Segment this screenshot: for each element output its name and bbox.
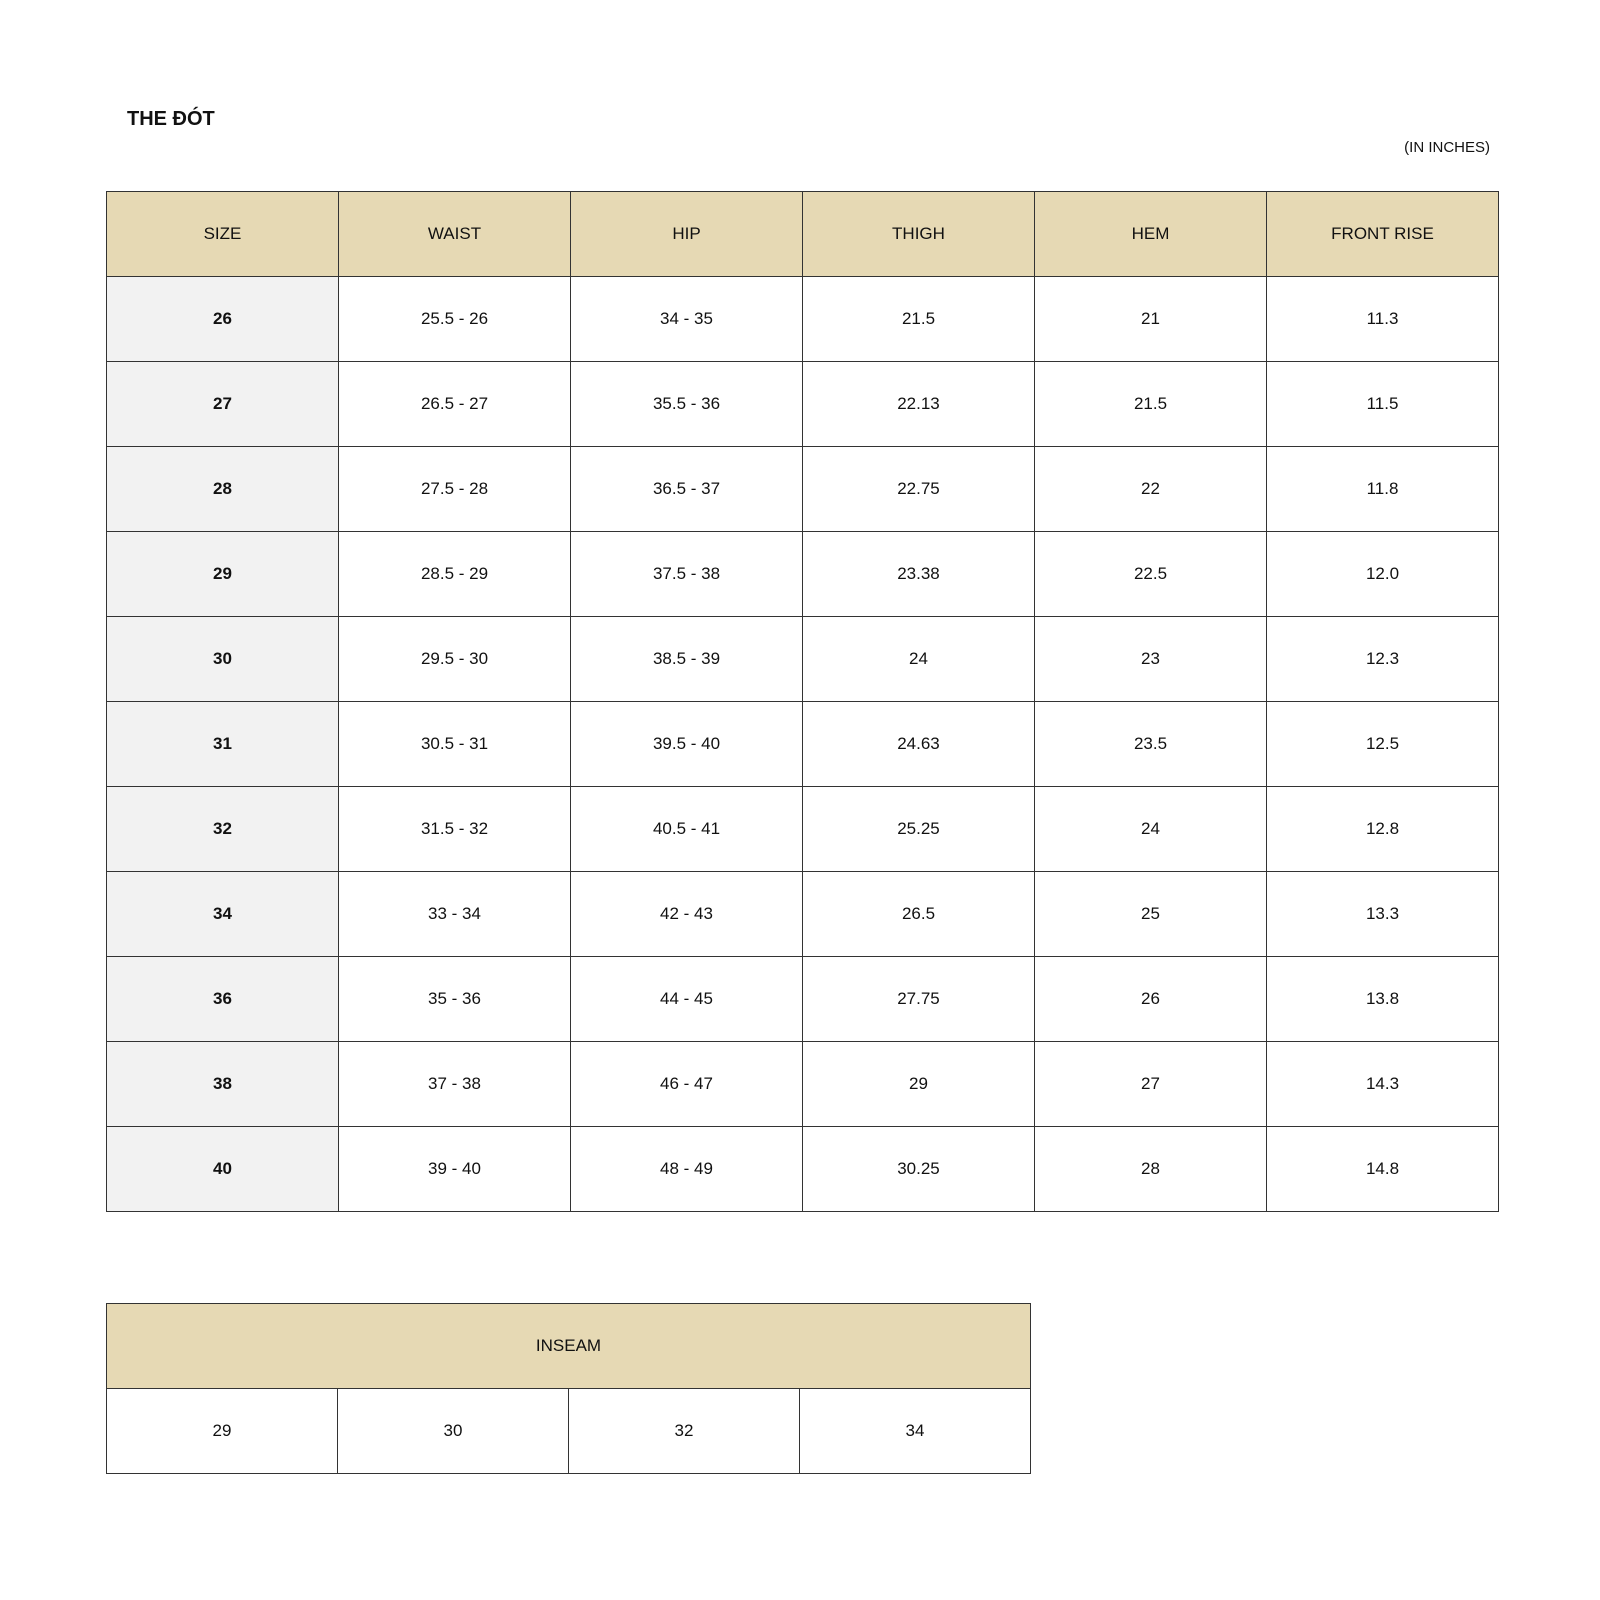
table-cell: 39 - 40: [339, 1127, 571, 1212]
column-header-front-rise: FRONT RISE: [1267, 192, 1499, 277]
column-header-size: SIZE: [107, 192, 339, 277]
table-row: [107, 617, 1499, 702]
table-cell: 24: [1035, 787, 1267, 872]
table-cell: 21.5: [1035, 362, 1267, 447]
table-row: [107, 957, 1499, 1042]
table-row: [107, 702, 1499, 787]
column-header-waist: WAIST: [339, 192, 571, 277]
table-cell: 28: [1035, 1127, 1267, 1212]
table-cell: 11.8: [1267, 447, 1499, 532]
table-cell: 25.25: [803, 787, 1035, 872]
table-cell: 30.25: [803, 1127, 1035, 1212]
table-cell: 28.5 - 29: [339, 532, 571, 617]
table-cell: 38.5 - 39: [571, 617, 803, 702]
table-cell: 22.75: [803, 447, 1035, 532]
column-header-hem: HEM: [1035, 192, 1267, 277]
table-cell: 23: [1035, 617, 1267, 702]
size-cell: 28: [107, 447, 339, 532]
header-row: [107, 192, 1499, 277]
table-cell: 11.3: [1267, 277, 1499, 362]
inseam-table: [106, 1303, 1031, 1474]
table-cell: 33 - 34: [339, 872, 571, 957]
size-cell: 26: [107, 277, 339, 362]
table-cell: 13.8: [1267, 957, 1499, 1042]
table-cell: 39.5 - 40: [571, 702, 803, 787]
table-cell: 12.0: [1267, 532, 1499, 617]
table-cell: 21: [1035, 277, 1267, 362]
table-cell: 42 - 43: [571, 872, 803, 957]
table-cell: 27.75: [803, 957, 1035, 1042]
table-cell: 22.5: [1035, 532, 1267, 617]
table-cell: 21.5: [803, 277, 1035, 362]
table-row: [107, 787, 1499, 872]
table-cell: 26.5 - 27: [339, 362, 571, 447]
table-cell: 25.5 - 26: [339, 277, 571, 362]
table-cell: 44 - 45: [571, 957, 803, 1042]
size-cell: 32: [107, 787, 339, 872]
inseam-cell: 32: [569, 1389, 800, 1474]
size-table: [106, 191, 1499, 1212]
table-row: [107, 1042, 1499, 1127]
table-cell: 31.5 - 32: [339, 787, 571, 872]
table-row: [107, 532, 1499, 617]
inseam-cell: 30: [338, 1389, 569, 1474]
table-cell: 13.3: [1267, 872, 1499, 957]
table-cell: 24: [803, 617, 1035, 702]
table-cell: 35 - 36: [339, 957, 571, 1042]
inseam-cell: 34: [800, 1389, 1031, 1474]
units-label: (IN INCHES): [1404, 139, 1490, 156]
size-cell: 40: [107, 1127, 339, 1212]
table-row: [107, 1127, 1499, 1212]
chart-title: THE ĐÓT: [127, 108, 215, 130]
table-cell: 30.5 - 31: [339, 702, 571, 787]
table-row: [107, 277, 1499, 362]
table-cell: 48 - 49: [571, 1127, 803, 1212]
size-cell: 38: [107, 1042, 339, 1127]
size-cell: 31: [107, 702, 339, 787]
inseam-header: INSEAM: [107, 1304, 1031, 1389]
table-row: [107, 447, 1499, 532]
column-header-thigh: THIGH: [803, 192, 1035, 277]
size-cell: 30: [107, 617, 339, 702]
table-cell: 23.38: [803, 532, 1035, 617]
table-cell: 29: [803, 1042, 1035, 1127]
inseam-cell: 29: [107, 1389, 338, 1474]
inseam-header-row: [107, 1304, 1031, 1389]
table-cell: 36.5 - 37: [571, 447, 803, 532]
table-cell: 34 - 35: [571, 277, 803, 362]
column-header-hip: HIP: [571, 192, 803, 277]
table-cell: 12.8: [1267, 787, 1499, 872]
table-cell: 12.5: [1267, 702, 1499, 787]
table-cell: 14.3: [1267, 1042, 1499, 1127]
table-cell: 14.8: [1267, 1127, 1499, 1212]
table-cell: 29.5 - 30: [339, 617, 571, 702]
table-cell: 12.3: [1267, 617, 1499, 702]
table-cell: 37 - 38: [339, 1042, 571, 1127]
table-cell: 22.13: [803, 362, 1035, 447]
size-cell: 36: [107, 957, 339, 1042]
table-cell: 26: [1035, 957, 1267, 1042]
table-row: [107, 872, 1499, 957]
table-cell: 22: [1035, 447, 1267, 532]
table-cell: 27.5 - 28: [339, 447, 571, 532]
table-cell: 37.5 - 38: [571, 532, 803, 617]
table-cell: 23.5: [1035, 702, 1267, 787]
table-cell: 24.63: [803, 702, 1035, 787]
inseam-row: [107, 1389, 1031, 1474]
table-cell: 26.5: [803, 872, 1035, 957]
size-cell: 34: [107, 872, 339, 957]
table-cell: 11.5: [1267, 362, 1499, 447]
table-cell: 35.5 - 36: [571, 362, 803, 447]
table-cell: 40.5 - 41: [571, 787, 803, 872]
table-row: [107, 362, 1499, 447]
size-cell: 27: [107, 362, 339, 447]
table-cell: 27: [1035, 1042, 1267, 1127]
table-cell: 25: [1035, 872, 1267, 957]
size-cell: 29: [107, 532, 339, 617]
table-cell: 46 - 47: [571, 1042, 803, 1127]
